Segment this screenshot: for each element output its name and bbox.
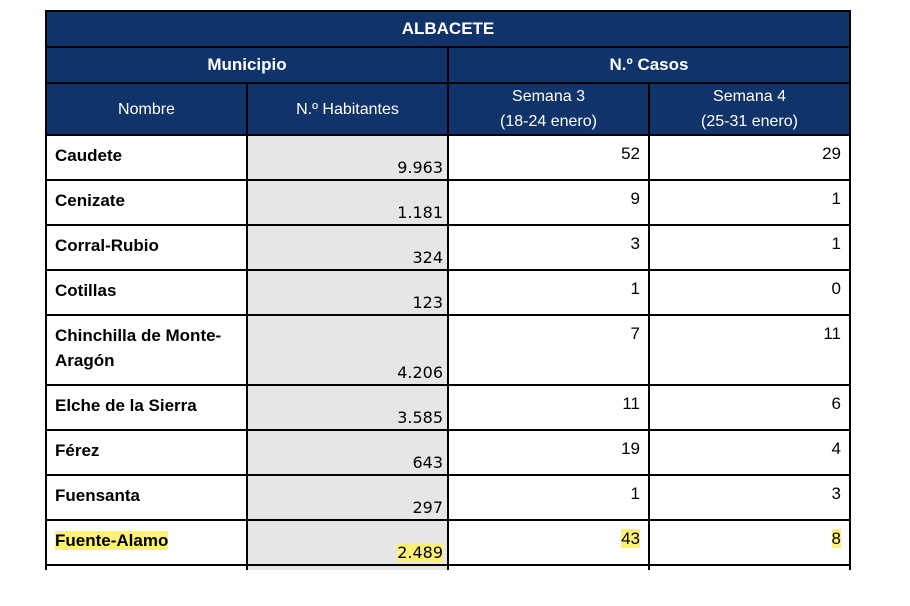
cell-habitantes: 324 bbox=[247, 225, 448, 270]
cell-habitantes: 297 bbox=[247, 475, 448, 520]
cell-semana4 bbox=[649, 520, 850, 565]
cell-habitantes bbox=[247, 520, 448, 565]
table-row bbox=[46, 180, 850, 225]
cell-semana3: 3 bbox=[448, 225, 649, 270]
column-header-semana4 bbox=[649, 83, 850, 135]
cell-semana4: 4 bbox=[649, 430, 850, 475]
cell-cutoff bbox=[247, 565, 448, 570]
semana4-range: (25-31 enero) bbox=[701, 113, 798, 130]
semana3-range: (18-24 enero) bbox=[500, 113, 597, 130]
table-row bbox=[46, 430, 850, 475]
table-row bbox=[46, 135, 850, 180]
cell-habitantes: 123 bbox=[247, 270, 448, 315]
column-header-habitantes: N.º Habitantes bbox=[247, 83, 448, 135]
cell-semana3: 9 bbox=[448, 180, 649, 225]
table-title: ALBACETE bbox=[46, 11, 850, 47]
cell-cutoff bbox=[448, 565, 649, 570]
cell-semana3: 52 bbox=[448, 135, 649, 180]
highlight-mark: 43 bbox=[621, 529, 640, 548]
cell-nombre: Cenizate bbox=[46, 180, 247, 225]
cell-cutoff bbox=[649, 565, 850, 570]
cell-semana3 bbox=[448, 520, 649, 565]
cases-table bbox=[45, 10, 851, 570]
semana4-label: Semana 4 bbox=[713, 88, 786, 105]
table-row bbox=[46, 475, 850, 520]
cell-habitantes: 3.585 bbox=[247, 385, 448, 430]
semana3-label: Semana 3 bbox=[512, 88, 585, 105]
cell-nombre: Elche de la Sierra bbox=[46, 385, 247, 430]
cell-nombre: Chinchilla de Monte-Aragón bbox=[46, 315, 247, 385]
cell-habitantes: 643 bbox=[247, 430, 448, 475]
cell-semana3: 11 bbox=[448, 385, 649, 430]
table-row bbox=[46, 385, 850, 430]
group-header-casos: N.º Casos bbox=[448, 47, 850, 83]
cell-semana3: 1 bbox=[448, 270, 649, 315]
table-wrapper bbox=[45, 10, 849, 570]
cell-habitantes: 1.181 bbox=[247, 180, 448, 225]
cell-semana4: 11 bbox=[649, 315, 850, 385]
cell-nombre: Férez bbox=[46, 430, 247, 475]
cell-habitantes: 4.206 bbox=[247, 315, 448, 385]
highlight-mark: Fuente-Alamo bbox=[55, 531, 169, 550]
cell-semana4: 1 bbox=[649, 180, 850, 225]
table-row bbox=[46, 270, 850, 315]
table-row bbox=[46, 315, 850, 385]
cell-semana4: 29 bbox=[649, 135, 850, 180]
cell-semana4: 6 bbox=[649, 385, 850, 430]
cell-nombre: Fuensanta bbox=[46, 475, 247, 520]
cell-nombre: Corral-Rubio bbox=[46, 225, 247, 270]
cell-nombre: Caudete bbox=[46, 135, 247, 180]
cell-habitantes: 9.963 bbox=[247, 135, 448, 180]
cell-semana4: 0 bbox=[649, 270, 850, 315]
group-header-municipio: Municipio bbox=[46, 47, 448, 83]
cell-semana3: 1 bbox=[448, 475, 649, 520]
highlight-mark: 8 bbox=[831, 529, 841, 548]
cell-semana3: 7 bbox=[448, 315, 649, 385]
column-header-nombre: Nombre bbox=[46, 83, 247, 135]
cell-semana4: 3 bbox=[649, 475, 850, 520]
highlight-mark: 2.489 bbox=[397, 543, 443, 562]
cell-nombre bbox=[46, 520, 247, 565]
cell-semana4: 1 bbox=[649, 225, 850, 270]
column-header-semana3 bbox=[448, 83, 649, 135]
table-row bbox=[46, 225, 850, 270]
table-row-highlighted bbox=[46, 520, 850, 565]
cell-nombre: Cotillas bbox=[46, 270, 247, 315]
table-row-cutoff bbox=[46, 565, 850, 570]
cell-semana3: 19 bbox=[448, 430, 649, 475]
cell-cutoff bbox=[46, 565, 247, 570]
